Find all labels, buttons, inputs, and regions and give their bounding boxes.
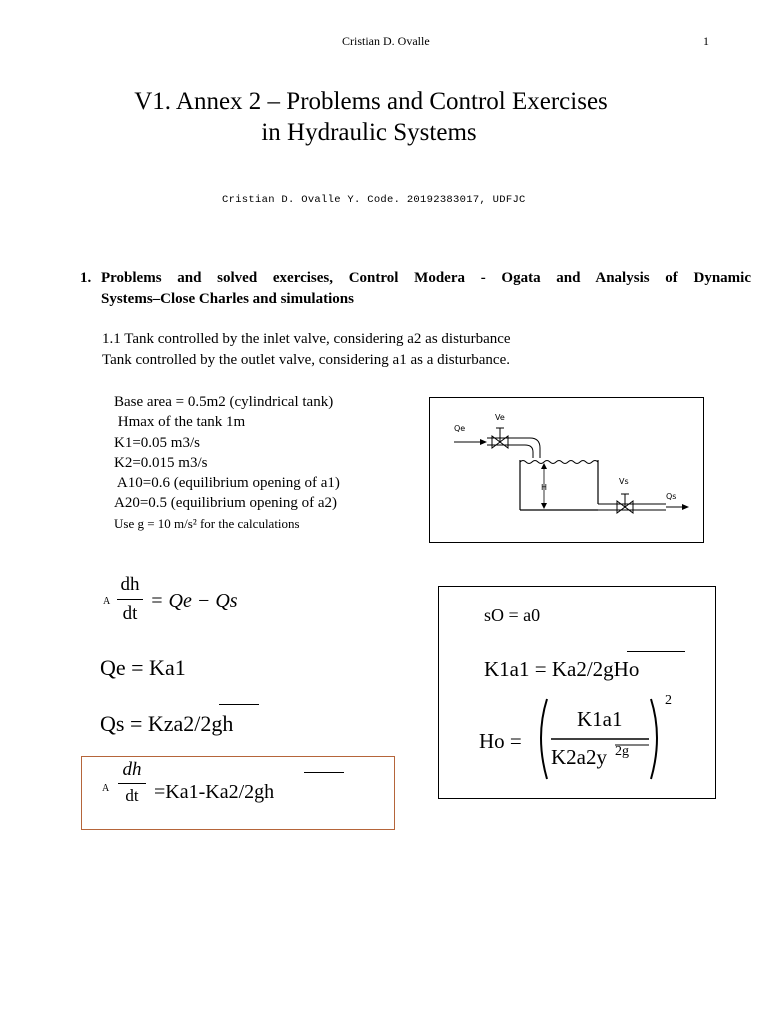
eq1-rhs-text: = Qe − Qs: [150, 590, 238, 612]
param-note: Use g = 10 m/s² for the calculations: [114, 515, 300, 531]
eq4-fraction: [118, 759, 146, 806]
eq4-area: A: [102, 783, 110, 794]
param-a20: A20=0.5 (equilibrium opening of a2): [114, 495, 338, 512]
subsection-line-1: 1.1 Tank controlled by the inlet valve, considering a2 as disturbance: [102, 331, 511, 347]
eq4-numerator: dh: [122, 759, 142, 780]
param-k2: K2=0.015 m3/s: [114, 454, 208, 471]
label-qe: Qe: [454, 424, 466, 433]
section-heading: [101, 268, 751, 310]
eq1-fraction: [117, 574, 143, 625]
equation-qe: Qe = Ka1: [100, 655, 186, 680]
header-author: Cristian D. Ovalle: [342, 34, 430, 48]
param-a10: A10=0.6 (equilibrium opening of a1): [114, 475, 340, 492]
label-ve: Ve: [495, 413, 505, 422]
label-qs: Qs: [666, 492, 677, 501]
equilibrium-numerator: K1a1: [577, 707, 623, 731]
eq1-denominator: dt: [117, 599, 143, 625]
section-heading-line-2: Systems–Close Charles and simulations: [101, 291, 354, 307]
equilibrium-line-1: sO = a0: [484, 605, 541, 625]
equation-box: [81, 756, 395, 830]
label-vs: Vs: [619, 477, 629, 486]
eq3-sqrt-bar: [219, 704, 259, 705]
eq1-area: A: [103, 596, 111, 607]
parameter-list: [114, 392, 340, 534]
page-number: 1: [703, 34, 709, 48]
equilibrium-line-2: K1a1 = Ka2/2gHo: [484, 657, 640, 681]
eq4-rhs: =Ka1-Ka2/2gh: [154, 781, 275, 803]
byline: Cristian D. Ovalle Y. Code. 20192383017, UDFJC: [222, 194, 526, 206]
title-line-2: in Hydraulic Systems: [261, 119, 477, 146]
section-heading-line-1: Problems and solved exercises, Control Modera - Ogata and Analysis of Dynamic: [101, 270, 751, 286]
eq1-rhs: [150, 590, 238, 613]
equilibrium-exponent: 2: [665, 693, 672, 708]
tank-diagram: [429, 397, 704, 543]
param-hmax: Hmax of the tank 1m: [114, 414, 246, 431]
equilibrium-denominator: K2a2y: [551, 745, 607, 769]
eq4-sqrt-bar: [304, 772, 344, 773]
param-base-area: Base area = 0.5m2 (cylindrical tank): [114, 394, 334, 410]
equation-qs: Qs = Kza2/2gh: [100, 711, 234, 736]
eq1-numerator: dh: [120, 574, 140, 595]
subsection-line-2: Tank controlled by the outlet valve, considering a1 as a disturbance.: [102, 352, 510, 368]
page-title: [0, 86, 768, 148]
equilibrium-den-sup: 2g: [615, 744, 629, 759]
equilibrium-sqrt-bar: [627, 651, 685, 652]
equilibrium-ho: Ho =: [479, 729, 522, 753]
equilibrium-box: [438, 586, 716, 799]
param-k1: K1=0.05 m3/s: [114, 434, 200, 451]
tank-diagram-svg: [430, 398, 703, 542]
title-line-1: V1. Annex 2 – Problems and Control Exercises: [134, 88, 608, 115]
subsection-text: [102, 329, 511, 371]
label-h: H: [541, 483, 548, 492]
section-number: 1.: [80, 270, 92, 286]
eq4-denominator: dt: [118, 783, 146, 806]
